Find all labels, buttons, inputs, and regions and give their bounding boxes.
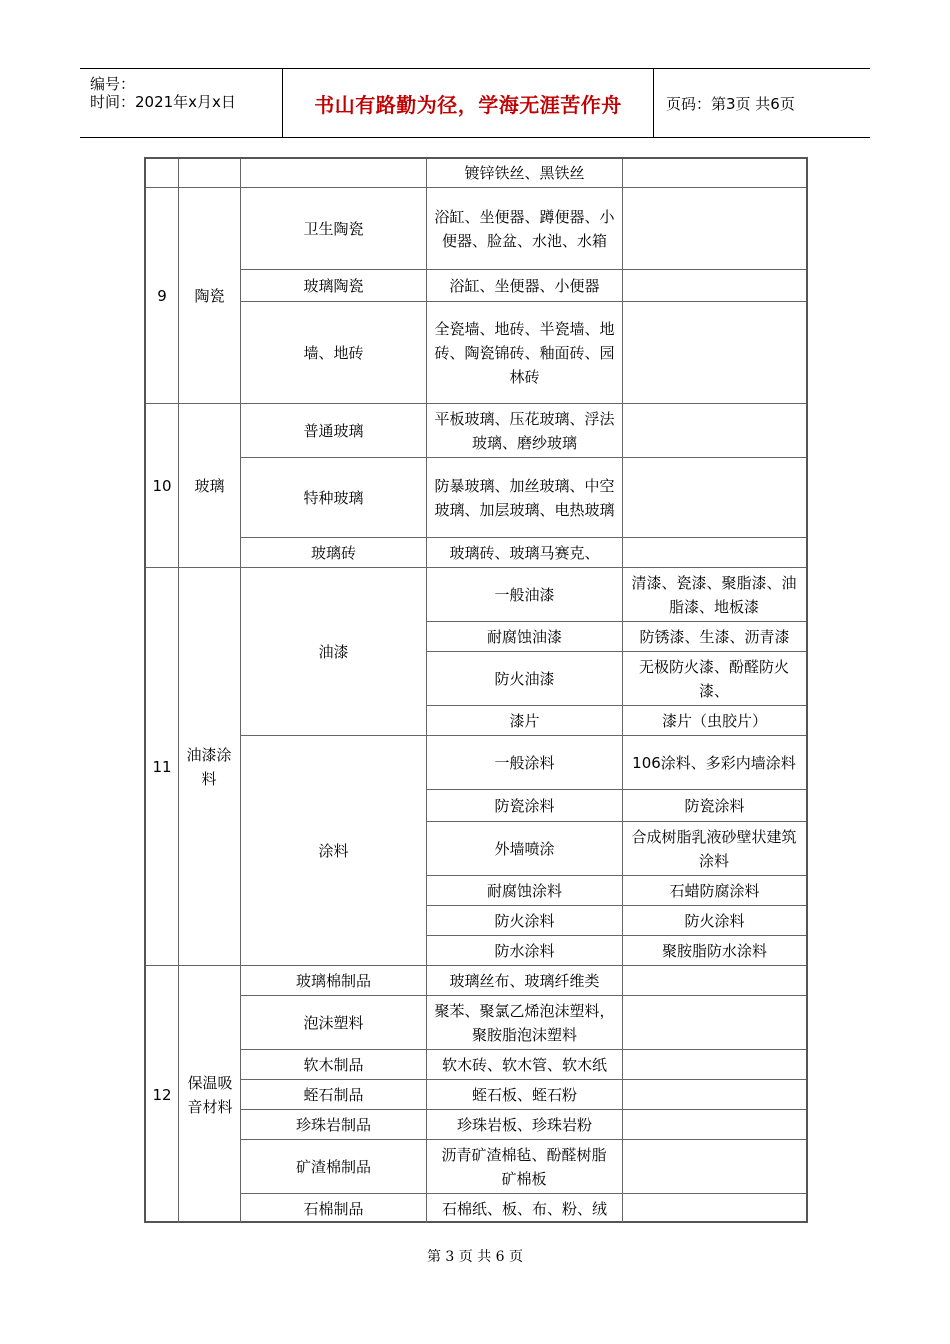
- coating-product: 106涂料、多彩内墙涂料: [632, 753, 796, 772]
- paint-subcategory: 油漆: [318, 642, 349, 661]
- coating-type: 一般涂料: [494, 753, 555, 772]
- coating-type: 防瓷涂料: [494, 796, 555, 815]
- subcategory-cell: 软木制品: [303, 1055, 364, 1074]
- item-cell: 珍珠岩板、珍珠岩粉: [456, 1115, 592, 1134]
- date-line: 时间：2021年x月x日: [90, 93, 236, 111]
- paint-product: 无极防火漆、酚醛防火漆、: [639, 657, 790, 700]
- group-number: 12: [152, 1085, 172, 1104]
- page-footer: 第 3 页 共 6 页: [426, 1249, 524, 1265]
- item-cell: 蛭石板、蛭石粉: [471, 1085, 577, 1104]
- group-category: 油漆涂料: [186, 745, 232, 788]
- header-page-cell: [654, 69, 870, 137]
- group-number: 9: [157, 286, 167, 305]
- paint-type: 防火油漆: [494, 669, 555, 688]
- item-cell: 浴缸、坐便器、小便器: [449, 276, 600, 295]
- page-code: 页码：第3页 共6页: [666, 94, 795, 113]
- item-cell: 平板玻璃、压花玻璃、浮法玻璃、磨纱玻璃: [434, 409, 615, 452]
- subcategory-cell: 珍珠岩制品: [295, 1115, 371, 1134]
- subcategory-cell: 玻璃棉制品: [295, 971, 371, 990]
- coating-type: 耐腐蚀涂料: [486, 881, 562, 900]
- paint-type: 耐腐蚀油漆: [486, 627, 562, 646]
- coating-type: 外墙喷涂: [494, 839, 555, 858]
- subcategory-cell: 玻璃陶瓷: [303, 276, 364, 295]
- header-meta: [80, 69, 283, 137]
- group-category: 玻璃: [194, 476, 225, 495]
- paint-product: 防锈漆、生漆、沥青漆: [639, 627, 790, 646]
- item-cell: 全瓷墙、地砖、半瓷墙、地砖、陶瓷锦砖、釉面砖、园林砖: [434, 319, 615, 386]
- subcategory-cell: 普通玻璃: [303, 421, 364, 440]
- motto: 书山有路勤为径，学海无涯苦作舟: [314, 92, 622, 117]
- coating-product: 聚胺脂防水涂料: [661, 941, 767, 960]
- item-cell: 防暴玻璃、加丝玻璃、中空玻璃、加层玻璃、电热玻璃: [434, 476, 615, 519]
- coating-subcategory: 涂料: [318, 841, 349, 860]
- subcategory-cell: 特种玻璃: [303, 488, 364, 507]
- coating-product: 石蜡防腐涂料: [669, 881, 760, 900]
- coating-type: 防火涂料: [494, 911, 555, 930]
- coating-type: 防水涂料: [494, 941, 555, 960]
- page-header: [80, 68, 870, 138]
- materials-table: [144, 157, 808, 1223]
- paint-type: 漆片: [509, 711, 540, 730]
- item-cell: 玻璃丝布、玻璃纤维类: [449, 971, 600, 990]
- item-cell: 聚苯、聚氯乙烯泡沫塑料，聚胺脂泡沫塑料: [434, 1001, 615, 1044]
- subcategory-cell: 蛭石制品: [303, 1085, 364, 1104]
- item-cell: 沥青矿渣棉毡、酚醛树脂矿棉板: [441, 1145, 607, 1188]
- coating-product: 合成树脂乳液砂壁状建筑涂料: [631, 827, 797, 870]
- paint-product: 清漆、瓷漆、聚脂漆、油脂漆、地板漆: [631, 573, 797, 616]
- group-category: 陶瓷: [194, 286, 225, 305]
- subcategory-cell: 石棉制品: [303, 1199, 364, 1218]
- coating-product: 防火涂料: [684, 911, 745, 930]
- item-cell: 石棉纸、板、布、粉、绒: [441, 1199, 607, 1218]
- grid-line: [622, 965, 623, 1223]
- paint-product: 漆片（虫胶片）: [661, 711, 767, 730]
- subcategory-cell: 泡沫塑料: [303, 1013, 364, 1032]
- header-motto-cell: [283, 69, 654, 137]
- subcategory-cell: 玻璃砖: [310, 543, 356, 562]
- paint-type: 一般油漆: [494, 585, 555, 604]
- subcategory-cell: 墙、地砖: [303, 343, 364, 362]
- coating-product: 防瓷涂料: [684, 796, 745, 815]
- item-cell: 玻璃砖、玻璃马赛克、: [449, 543, 600, 562]
- number-label: 编号：: [90, 75, 136, 93]
- group-number: 10: [152, 476, 172, 495]
- subcategory-cell: 卫生陶瓷: [303, 219, 364, 238]
- grid-line: [622, 159, 623, 567]
- item-cell: 软木砖、软木管、软木纸: [441, 1055, 607, 1074]
- table-cell: 镀锌铁丝、黑铁丝: [464, 164, 585, 182]
- grid-line: [426, 159, 427, 567]
- group-number: 11: [152, 757, 172, 776]
- item-cell: 浴缸、坐便器、蹲便器、小便器、脸盆、水池、水箱: [434, 207, 615, 250]
- group-category: 保温吸音材料: [187, 1073, 233, 1116]
- subcategory-cell: 矿渣棉制品: [295, 1157, 371, 1176]
